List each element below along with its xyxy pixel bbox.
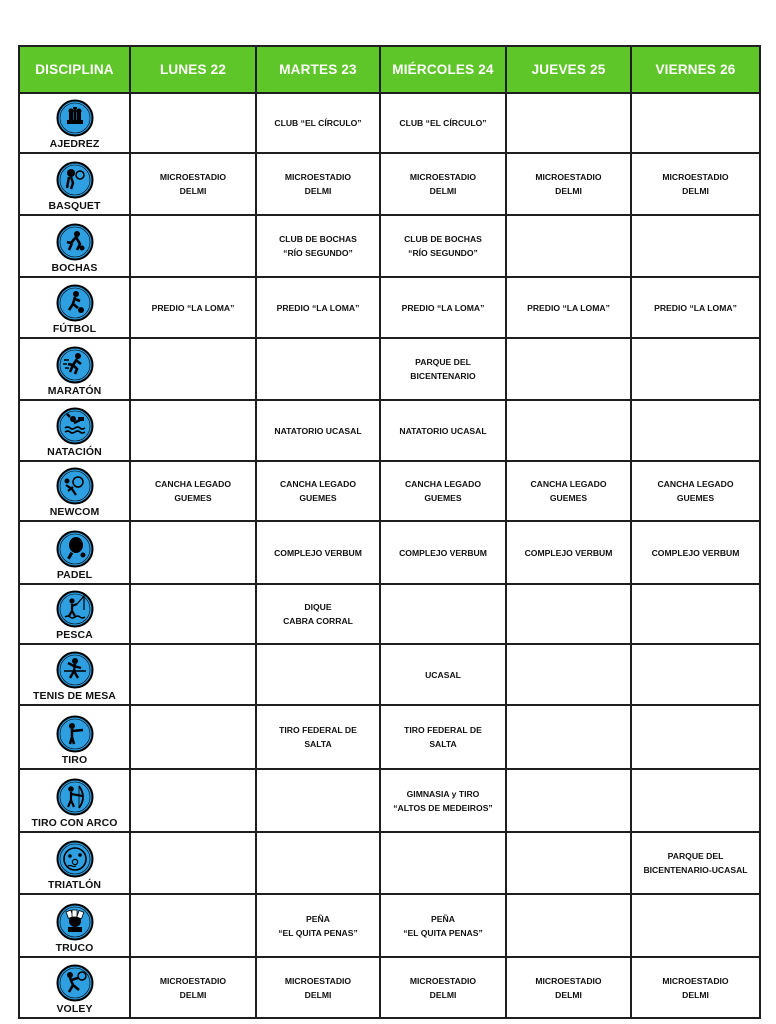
venue-cell [506,400,631,461]
venue-text: COMPLEJO VERBUM [524,547,613,558]
venue-cell [256,894,380,957]
discipline-cell [19,521,130,584]
fishing-icon [56,590,94,628]
discipline-label: TIRO CON ARCO [31,817,118,829]
venue-text: COMPLEJO VERBUM [274,547,362,558]
venue-cell [380,584,506,644]
venue-cell [256,277,380,338]
chess-icon [56,99,94,137]
header-day: MIÉRCOLES 24 [380,46,506,93]
venue-cell [130,894,256,957]
discipline-cell [19,832,130,894]
venue-cell [631,338,760,400]
basketball-icon [56,161,94,199]
header-row [19,46,760,93]
schedule-table [18,45,761,1019]
table-row [19,644,760,705]
venue-text: CLUB DE BOCHAS “RÍO SEGUNDO” [279,234,357,258]
venue-cell [631,584,760,644]
table-row [19,153,760,215]
venue-text: PREDIO “LA LOMA” [527,302,610,313]
venue-cell [506,338,631,400]
venue-text: PREDIO “LA LOMA” [654,302,737,313]
table-row [19,461,760,521]
venue-cell [256,705,380,769]
discipline-label: BASQUET [48,200,101,212]
venue-cell [631,461,760,521]
table-tennis-icon [56,651,94,689]
venue-cell [631,769,760,832]
venue-cell [130,277,256,338]
venue-cell [256,461,380,521]
venue-cell [631,277,760,338]
discipline-cell [19,705,130,769]
venue-cell [130,215,256,277]
venue-cell [631,705,760,769]
venue-text: PEÑA “EL QUITA PENAS” [403,913,483,938]
venue-cell [506,93,631,153]
venue-cell [380,93,506,153]
venue-text: CANCHA LEGADO GUEMES [657,479,734,503]
table-row [19,957,760,1018]
discipline-label: TIRO [61,754,88,766]
discipline-cell [19,584,130,644]
venue-text: MICROESTADIO DELMI [535,975,602,1000]
shooting-icon [56,715,94,753]
venue-cell [256,93,380,153]
discipline-label: TRUCO [55,942,94,954]
venue-cell [380,894,506,957]
venue-cell [130,957,256,1018]
discipline-cell [19,153,130,215]
venue-cell [631,832,760,894]
venue-cell [506,705,631,769]
venue-cell [506,957,631,1018]
table-row [19,277,760,338]
venue-text: PARQUE DEL BICENTENARIO [410,357,476,381]
discipline-cell [19,894,130,957]
table-row [19,400,760,461]
venue-cell [506,769,631,832]
venue-cell [256,584,380,644]
venue-text: MICROESTADIO DELMI [284,975,352,1000]
venue-text: MICROESTADIO DELMI [662,975,729,1000]
venue-cell [130,338,256,400]
venue-cell [256,521,380,584]
discipline-label: NATACIÓN [47,446,102,458]
discipline-label: TRIATLÓN [47,879,102,891]
venue-cell [380,153,506,215]
venue-text: CLUB DE BOCHAS “RÍO SEGUNDO” [404,234,482,258]
table-row [19,832,760,894]
newcom-icon [56,467,94,505]
table-row [19,584,760,644]
venue-text: MICROESTADIO DELMI [409,172,477,196]
venue-text: NATATORIO UCASAL [274,425,362,436]
venue-text: GIMNASIA y TIRO “ALTOS DE MEDEIROS” [393,788,493,813]
discipline-label: NEWCOM [49,506,100,518]
venue-text: MICROESTADIO DELMI [535,172,602,196]
venue-cell [380,705,506,769]
venue-cell [256,832,380,894]
table-row [19,93,760,153]
venue-text: COMPLEJO VERBUM [399,547,487,558]
header-discipline: DISCIPLINA [19,46,130,93]
venue-cell [380,277,506,338]
venue-text: CLUB “EL CÍRCULO” [274,118,362,128]
venue-text: PREDIO “LA LOMA” [151,302,235,313]
venue-cell [506,461,631,521]
venue-cell [256,153,380,215]
discipline-cell [19,400,130,461]
venue-cell [506,584,631,644]
venue-cell [380,644,506,705]
venue-cell [380,832,506,894]
venue-cell [506,832,631,894]
venue-cell [380,521,506,584]
venue-text: UCASAL [425,669,461,680]
discipline-cell [19,957,130,1018]
header-day: JUEVES 25 [506,46,631,93]
venue-cell [130,153,256,215]
venue-cell [130,400,256,461]
discipline-cell [19,644,130,705]
venue-text: DIQUE CABRA CORRAL [283,602,353,626]
venue-cell [130,644,256,705]
discipline-label: FÚTBOL [52,323,97,335]
discipline-cell [19,461,130,521]
venue-cell [380,769,506,832]
venue-text: MICROESTADIO DELMI [409,975,477,1000]
volleyball-icon [56,964,94,1002]
venue-cell [256,957,380,1018]
venue-cell [256,338,380,400]
table-row [19,215,760,277]
venue-text: TIRO FEDERAL DE SALTA [279,725,357,749]
table-row [19,705,760,769]
discipline-cell [19,338,130,400]
swimming-icon [56,407,94,445]
bocce-icon [56,223,94,261]
discipline-cell [19,277,130,338]
venue-text: MICROESTADIO DELMI [662,172,729,196]
venue-cell [631,400,760,461]
table-row [19,769,760,832]
venue-text: MICROESTADIO DELMI [284,172,352,196]
venue-text: PEÑA “EL QUITA PENAS” [278,913,358,938]
venue-cell [631,153,760,215]
runner-icon [56,346,94,384]
venue-cell [380,957,506,1018]
venue-cell [130,705,256,769]
venue-cell [256,644,380,705]
venue-cell [256,769,380,832]
discipline-label: PADEL [56,569,93,581]
venue-cell [631,215,760,277]
venue-text: MICROESTADIO DELMI [159,172,227,196]
venue-text: CANCHA LEGADO GUEMES [154,479,232,503]
soccer-icon [56,284,94,322]
venue-cell [380,215,506,277]
venue-cell [256,400,380,461]
discipline-label: VOLEY [56,1003,93,1015]
triathlon-icon [56,840,94,878]
venue-text: CANCHA LEGADO GUEMES [530,479,607,503]
venue-cell [130,832,256,894]
venue-cell [130,584,256,644]
venue-text: NATATORIO UCASAL [399,425,487,436]
venue-text: TIRO FEDERAL DE SALTA [404,725,482,749]
discipline-cell [19,93,130,153]
venue-cell [256,215,380,277]
archery-icon [56,778,94,816]
discipline-label: TENIS DE MESA [33,690,116,702]
venue-text: PREDIO “LA LOMA” [276,302,360,313]
venue-cell [631,521,760,584]
venue-cell [506,644,631,705]
header-day: MARTES 23 [256,46,380,93]
venue-cell [130,461,256,521]
venue-cell [130,521,256,584]
venue-text: PREDIO “LA LOMA” [401,302,485,313]
venue-cell [631,894,760,957]
venue-cell [380,400,506,461]
table-row [19,521,760,584]
discipline-label: AJEDREZ [49,138,100,150]
venue-text: CANCHA LEGADO GUEMES [404,479,482,503]
venue-cell [631,957,760,1018]
header-day: LUNES 22 [130,46,256,93]
venue-cell [631,644,760,705]
venue-text: CLUB “EL CÍRCULO” [399,118,487,128]
discipline-label: BOCHAS [51,262,98,274]
venue-cell [506,215,631,277]
table-row [19,338,760,400]
venue-text: PARQUE DEL BICENTENARIO-UCASAL [643,851,748,875]
venue-text: COMPLEJO VERBUM [651,547,740,558]
venue-cell [380,338,506,400]
table-row [19,894,760,957]
discipline-label: PESCA [56,629,93,641]
venue-cell [631,93,760,153]
venue-cell [506,153,631,215]
padel-icon [56,530,94,568]
venue-text: MICROESTADIO DELMI [159,975,227,1000]
discipline-cell [19,769,130,832]
venue-cell [506,277,631,338]
venue-cell [130,93,256,153]
venue-cell [506,521,631,584]
discipline-cell [19,215,130,277]
venue-text: CANCHA LEGADO GUEMES [279,479,357,503]
venue-cell [380,461,506,521]
header-day: VIERNES 26 [631,46,760,93]
venue-cell [130,769,256,832]
cards-icon [56,903,94,941]
venue-cell [506,894,631,957]
discipline-label: MARATÓN [47,385,102,397]
